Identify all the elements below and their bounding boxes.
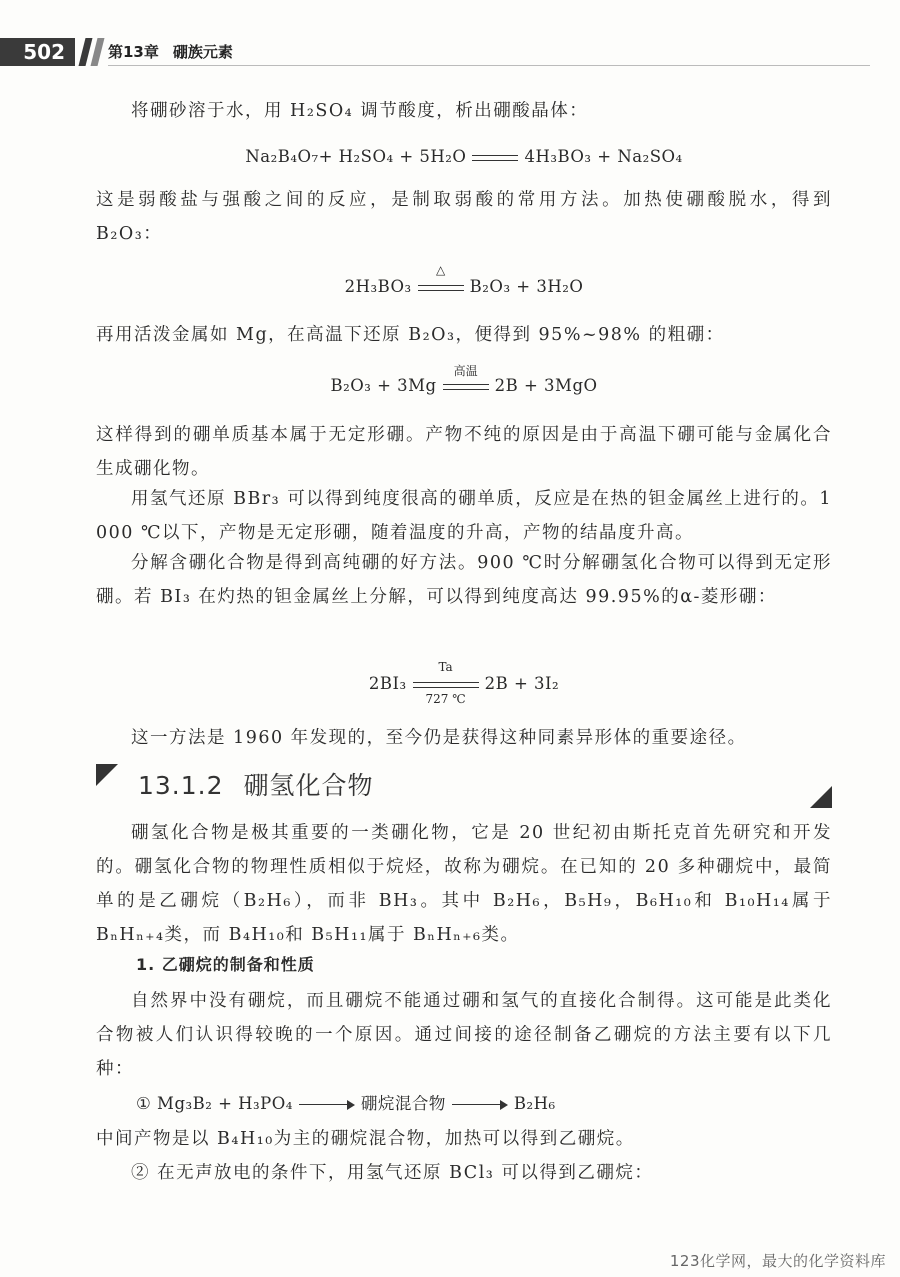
equation-route-1 (136, 1090, 556, 1114)
page-header (0, 38, 900, 66)
arrow (299, 1100, 355, 1110)
equation-decomposition (96, 659, 832, 706)
paragraph: 这是弱酸盐与强酸之间的反应，是制取弱酸的常用方法。加热使硼酸脱水，得到 B₂O₃： (96, 190, 832, 244)
chapter-title: 硼族元素 (172, 43, 233, 61)
reaction-condition: 高温 (453, 363, 478, 378)
equation-right: B₂O₃ + 3H₂O (469, 277, 584, 296)
equals-sign (418, 262, 464, 295)
equation-right: 4H₃BO₃ + Na₂SO₄ (524, 147, 683, 166)
equals-sign (443, 363, 489, 394)
list-marker: ① (136, 1094, 152, 1113)
equation-left: B₂O₃ + 3Mg (330, 376, 437, 395)
equation-boric-acid (96, 147, 832, 166)
equation-left: 2H₃BO₃ (344, 277, 412, 296)
section-corner-decoration (810, 786, 832, 808)
chapter-number: 第13章 (108, 43, 159, 61)
equation-right: 2B + 3MgO (494, 376, 598, 395)
reaction-condition-bottom: 727 ℃ (425, 691, 466, 706)
equation-left: 2BI₃ (368, 674, 407, 693)
paragraph: 中间产物是以 B₄H₁₀为主的硼烷混合物，加热可以得到乙硼烷。 (96, 1129, 635, 1149)
section-corner-decoration (96, 764, 118, 786)
header-decoration (91, 38, 105, 66)
header-rule (108, 65, 870, 66)
subsection-heading: 1. 乙硼烷的制备和性质 (136, 955, 315, 974)
watermark-footer: 123化学网，最大的化学资料库 (669, 1252, 886, 1270)
equation-intermediate: 硼烷混合物 (360, 1094, 446, 1113)
paragraph: 自然界中没有硼烷，而且硼烷不能通过硼和氢气的直接化合制得。这可能是此类化合物被人们认识得较晚的一个原因。通过间接的途径制备乙硼烷的方法主要有以下几种： (96, 991, 832, 1079)
equation-right: 2B + 3I₂ (484, 674, 560, 693)
reaction-condition-top: Ta (438, 659, 453, 674)
paragraph: 这样得到的硼单质基本属于无定形硼。产物不纯的原因是由于高温下硼可能与金属化合生成硼化物。 (96, 425, 832, 479)
equation-start: Mg₃B₂ + H₃PO₄ (157, 1094, 293, 1113)
paragraph: 将硼砂溶于水，用 H₂SO₄ 调节酸度，析出硼酸晶体： (131, 101, 589, 121)
section-name: 硼氢化合物 (243, 771, 374, 800)
paragraph: 分解含硼化合物是得到高纯硼的好方法。900 ℃时分解硼氢化合物可以得到无定形硼。若 BI₃ 在灼热的钽金属丝上分解，可以得到纯度高达 99.95%的α-菱形硼： (96, 553, 832, 607)
equals-sign (472, 151, 518, 165)
paragraph: 硼氢化合物是极其重要的一类硼化物，它是 20 世纪初由斯托克首先研究和开发的。硼氢化合物的物理性质相似于烷烃，故称为硼烷。在已知的 20 多种硼烷中，最简单的是乙硼烷（B₂H₆），而非 BH₃。其中 B₂H₆，B₅H₉，B₆H₁₀和 B₁₀H₁₄属于 BₙHₙ₊₄类，而 B₄H₁₀和 B₅H₁₁属于 BₙHₙ₊₆类。 (96, 823, 832, 945)
paragraph: 这一方法是 1960 年发现的，至今仍是获得这种同素异形体的重要途径。 (131, 728, 747, 748)
equation-dehydration (96, 262, 832, 296)
chapter-label (108, 38, 247, 66)
equals-sign (413, 659, 479, 706)
section-number: 13.1.2 (138, 771, 224, 800)
equation-left: Na₂B₄O₇+ H₂SO₄ + 5H₂O (245, 147, 467, 166)
page-number: 502 (0, 38, 75, 66)
equation-end: B₂H₆ (513, 1094, 556, 1113)
reaction-condition: △ (436, 262, 446, 277)
equation-reduction (96, 363, 832, 395)
paragraph: 再用活泼金属如 Mg，在高温下还原 B₂O₃，便得到 95%~98% 的粗硼： (96, 325, 725, 345)
paragraph: 用氢气还原 BBr₃ 可以得到纯度很高的硼单质，反应是在热的钽金属丝上进行的。1 000 ℃以下，产物是无定形硼，随着温度的升高，产物的结晶度升高。 (96, 489, 832, 543)
section-heading (96, 760, 832, 804)
arrow (452, 1100, 508, 1110)
section-title (138, 766, 374, 802)
paragraph: ② 在无声放电的条件下，用氢气还原 BCl₃ 可以得到乙硼烷： (131, 1163, 654, 1183)
